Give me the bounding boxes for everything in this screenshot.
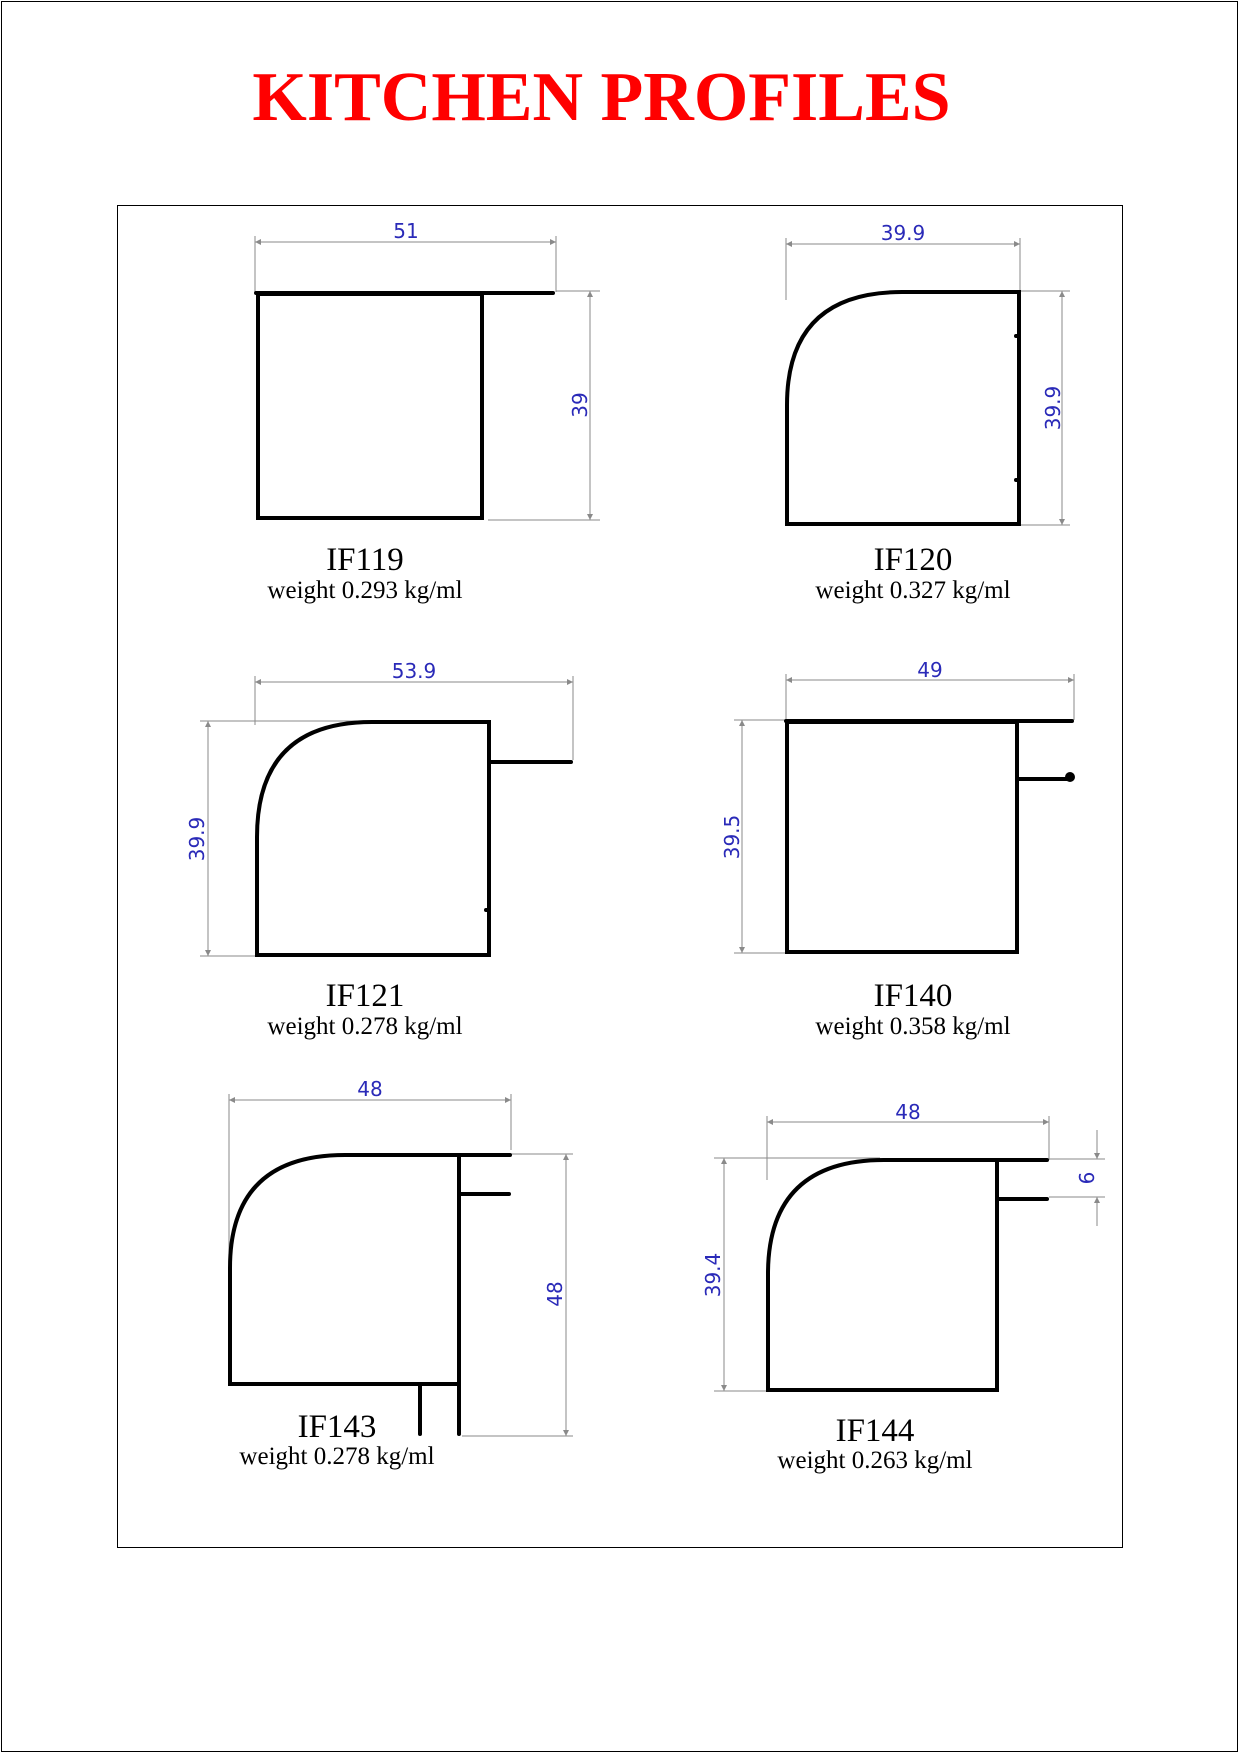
width-dimension: 39.9 bbox=[880, 221, 926, 245]
profile-if120 bbox=[786, 221, 1070, 525]
profile-if121 bbox=[185, 659, 573, 956]
height-dimension: 48 bbox=[543, 1281, 567, 1307]
profile-weight: weight 0.278 kg/ml bbox=[267, 1013, 463, 1040]
width-dimension: 48 bbox=[357, 1077, 383, 1101]
profile-code: IF143 bbox=[297, 1409, 377, 1445]
lip-dimension: 6 bbox=[1075, 1171, 1099, 1185]
profile-weight: weight 0.293 kg/ml bbox=[267, 577, 463, 604]
page-title: KITCHEN PROFILES bbox=[252, 59, 951, 136]
profile-code: IF120 bbox=[873, 542, 953, 578]
height-dimension: 39.5 bbox=[720, 814, 744, 860]
profile-weight: weight 0.327 kg/ml bbox=[815, 577, 1011, 604]
profile-weight: weight 0.278 kg/ml bbox=[239, 1443, 435, 1470]
profile-if119 bbox=[255, 219, 600, 520]
height-dimension: 39.9 bbox=[1041, 385, 1065, 431]
profile-code: IF140 bbox=[873, 978, 953, 1014]
width-dimension: 48 bbox=[895, 1100, 921, 1124]
profile-if143 bbox=[229, 1077, 573, 1436]
profile-code: IF121 bbox=[325, 978, 405, 1014]
profile-if140 bbox=[720, 658, 1075, 953]
width-dimension: 53.9 bbox=[391, 659, 437, 683]
profile-code: IF119 bbox=[326, 542, 404, 578]
height-dimension: 39.4 bbox=[701, 1252, 725, 1298]
height-dimension: 39.9 bbox=[185, 816, 209, 862]
profile-weight: weight 0.358 kg/ml bbox=[815, 1013, 1011, 1040]
width-dimension: 51 bbox=[393, 219, 419, 243]
profile-if144 bbox=[701, 1100, 1105, 1391]
width-dimension: 49 bbox=[917, 658, 943, 682]
profile-weight: weight 0.263 kg/ml bbox=[777, 1447, 973, 1474]
profile-code: IF144 bbox=[835, 1413, 915, 1449]
height-dimension: 39 bbox=[568, 392, 592, 418]
